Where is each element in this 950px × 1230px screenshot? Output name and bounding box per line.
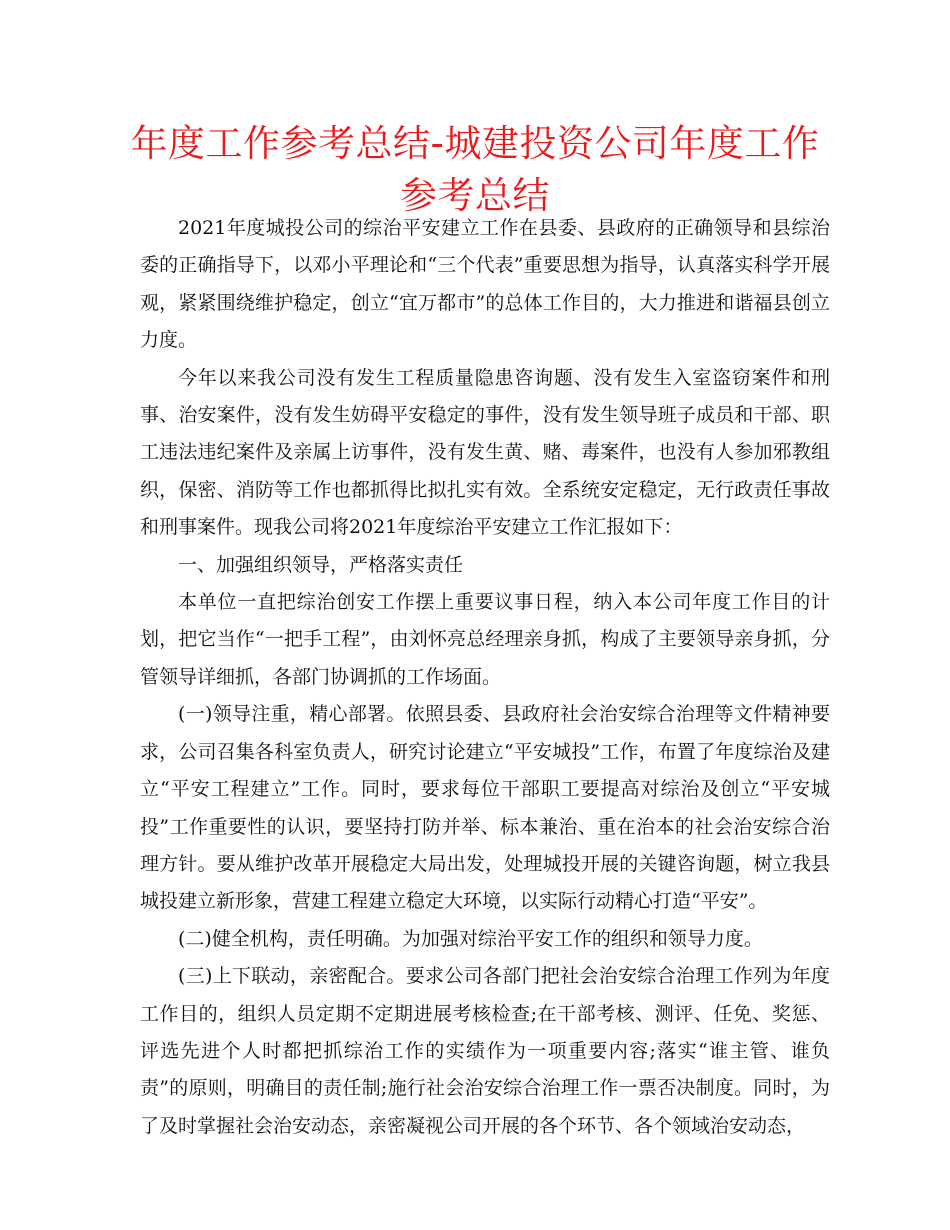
paragraph: 2021年度城投公司的综治平安建立工作在县委、县政府的正确领导和县综治委的正确指导下，以邓小平理论和“三个代表”重要思想为指导，认真落实科学开展观，紧紧围绕维护稳定，创立“宜万都市”的总体工作目的，大力推进和谐福县创立力度。 — [140, 217, 830, 352]
paragraph: (三)上下联动，亲密配合。要求公司各部门把社会治安综合治理工作列为年度工作目的，组织人员定期不定期进展考核检查;在干部考核、测评、任免、奖惩、评选先进个人时都把抓综治工作的实绩作为一项重要内容;落实“谁主管、谁负责”的原则，明确目的责任制;施行社会治安综合治理工作一票否决制度。同时，为了及时掌握社会治安动态，亲密凝视公司开展的各个环节、各个领域治安动态， — [140, 965, 830, 1137]
section-heading: 一、加强组织领导，严格落实责任 — [178, 553, 464, 576]
paragraph: (一)领导注重，精心部署。依照县委、县政府社会治安综合治理等文件精神要求，公司召集各科室负责人，研究讨论建立“平安城投”工作，布置了年度综治及建立“平安工程建立”工作。同时，要求每位干部职工要提高对综治及创立“平安城投”工作重要性的认识，要坚持打防并举、标本兼治、重在治本的社会治安综合治理方针。要从维护改革开展稳定大局出发，处理城投开展的关键咨询题，树立我县城投建立新形象，营建工程建立稳定大环境，以实际行动精心打造“平安”。 — [140, 703, 830, 913]
paragraph: 本单位一直把综治创安工作摆上重要议事日程，纳入本公司年度工作目的计划，把它当作“一把手工程”，由刘怀亮总经理亲身抓，构成了主要领导亲身抓，分管领导详细抓，各部门协调抓的工作场面。 — [140, 591, 830, 688]
paragraph: 今年以来我公司没有发生工程质量隐患咨询题、没有发生入室盗窃案件和刑事、治安案件，没有发生妨碍平安稳定的事件，没有发生领导班子成员和干部、职工违法违纪案件及亲属上访事件，没有发生黄、赌、毒案件，也没有人参加邪教组织，保密、消防等工作也都抓得比拟扎实有效。全系统安定稳定，无行政责任事故和刑事案件。现我公司将2021年度综治平安建立工作汇报如下： — [140, 366, 830, 539]
document-title: 年度工作参考总结-城建投资公司年度工作参考总结 — [130, 122, 820, 217]
paragraph: (二)健全机构，责任明确。为加强对综治平安工作的组织和领导力度。 — [178, 927, 763, 950]
document-body — [140, 210, 830, 1145]
